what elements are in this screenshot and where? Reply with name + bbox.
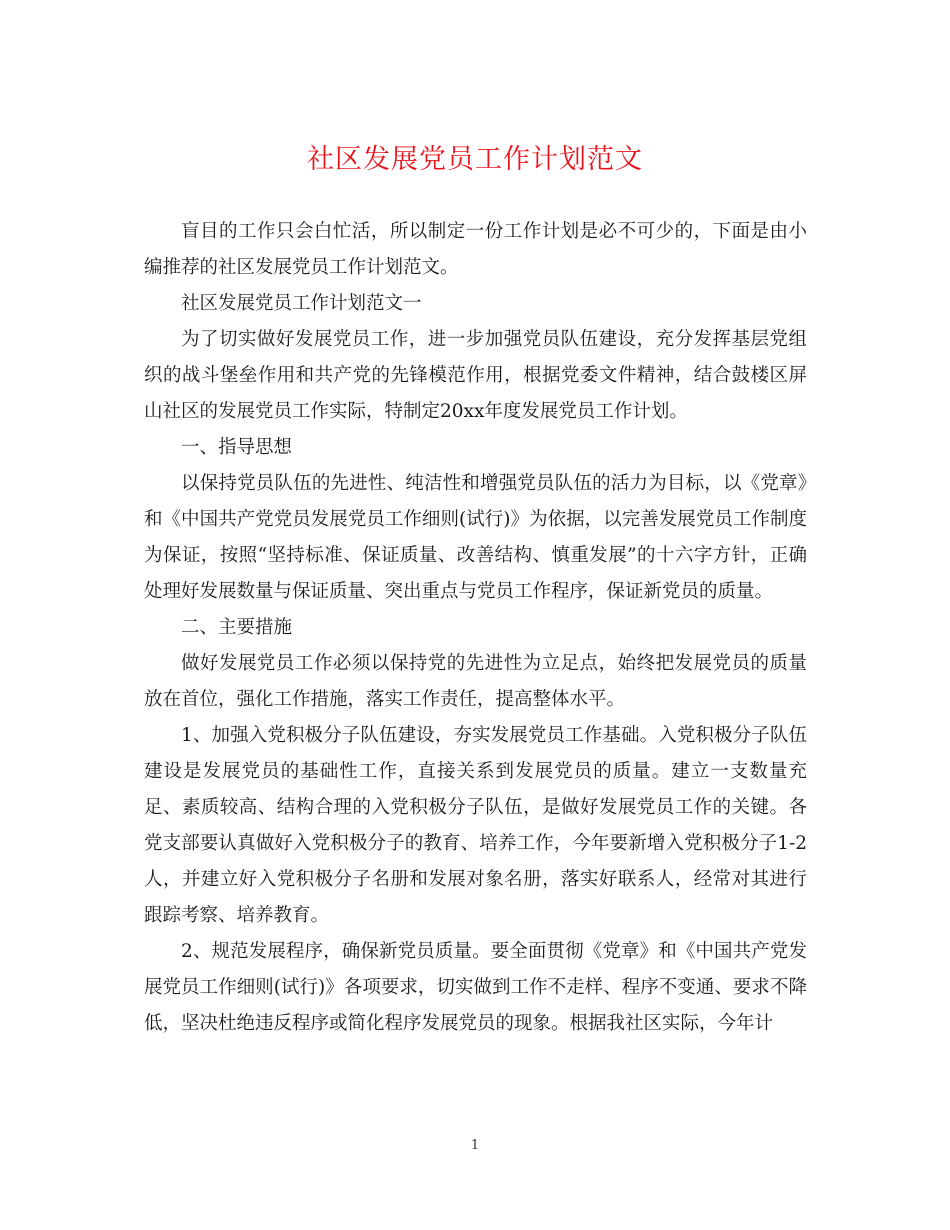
document-body: [144, 214, 807, 1042]
heading-guiding-ideology: 一、指导思想: [181, 437, 293, 458]
paragraph-main-measures: 做好发展党员工作必须以保持党的先进性为立足点，始终把发展党员的质量放在首位，强化工作措施，落实工作责任，提高整体水平。: [144, 653, 807, 710]
paragraph-section-heading: 社区发展党员工作计划范文一: [181, 293, 422, 314]
heading-main-measures: 二、主要措施: [181, 617, 293, 638]
document-title: 社区发展党员工作计划范文: [307, 144, 643, 175]
page-number: 1: [470, 1138, 480, 1153]
paragraph-intro: 盲目的工作只会白忙活，所以制定一份工作计划是必不可少的，下面是由小编推荐的社区发展党员工作计划范文。: [144, 221, 807, 278]
paragraph-guiding-ideology: 以保持党员队伍的先进性、纯洁性和增强党员队伍的活力为目标，以《党章》和《中国共产党党员发展党员工作细则(试行)》为依据，以完善发展党员工作制度为保证，按照“坚持标准、保证质量、改善结构、慎重发展”的十六字方针，正确处理好发展数量与保证质量、突出重点与党员工作程序，保证新党员的质量。: [144, 473, 807, 602]
paragraph-measure-1: 1、加强入党积极分子队伍建设，夯实发展党员工作基础。入党积极分子队伍建设是发展党员的基础性工作，直接关系到发展党员的质量。建立一支数量充足、素质较高、结构合理的入党积极分子队伍，是做好发展党员工作的关键。各党支部要认真做好入党积极分子的教育、培养工作，今年要新增入党积极分子1-2人，并建立好入党积极分子名册和发展对象名册，落实好联系人，经常对其进行跟踪考察、培养教育。: [144, 725, 807, 926]
paragraph-measure-2: 2、规范发展程序，确保新党员质量。要全面贯彻《党章》和《中国共产党发展党员工作细则(试行)》各项要求，切实做到工作不走样、程序不变通、要求不降低，坚决杜绝违反程序或简化程序发展党员的现象。根据我社区实际，今年计: [144, 941, 807, 1034]
paragraph-purpose: 为了切实做好发展党员工作，进一步加强党员队伍建设，充分发挥基层党组织的战斗堡垒作用和共产党的先锋模范作用，根据党委文件精神，结合鼓楼区屏山社区的发展党员工作实际，特制定20xx年度发展党员工作计划。: [144, 329, 807, 422]
